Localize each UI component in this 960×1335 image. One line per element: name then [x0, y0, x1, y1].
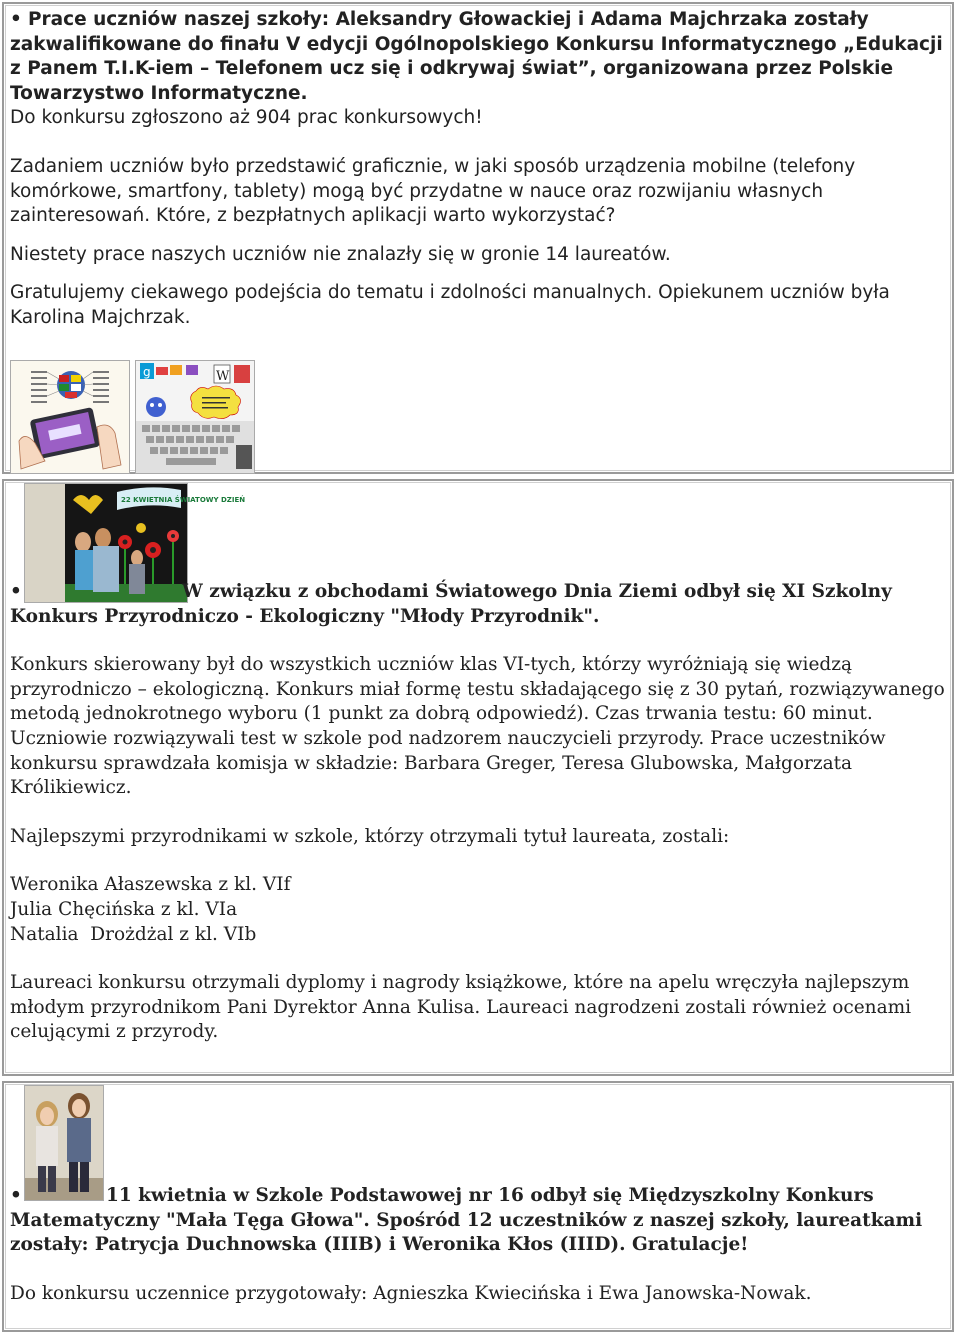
girls-photo-svg — [25, 1086, 103, 1200]
winner-item: Julia Chęcińska z kl. VIa — [10, 898, 238, 920]
tablet-drawing-svg — [11, 361, 129, 473]
svg-text:g: g — [143, 365, 151, 379]
winners-list — [10, 873, 946, 947]
headline-text: W związku z obchodami Światowego Dnia Ziemi odbył się XI Szkolny Konkurs Przyrodniczo - Ekologiczny "Młody Przyrodnik". — [10, 581, 892, 627]
teachers-paragraph: Do konkursu uczennice przygotowały: Agnieszka Kwiecińska i Ewa Janowska-Nowak. — [10, 1282, 812, 1304]
news-item-young-naturalist — [2, 479, 954, 1076]
keyboard-collage-svg — [136, 361, 254, 473]
result-paragraph: Niestety prace naszych uczniów nie znalazły się w gronie 14 laureatów. — [10, 243, 671, 265]
congrats-paragraph: Gratulujemy ciekawego podejścia do tematu i zdolności manualnych. Opiekunem uczniów była Karolina Majchrzak. — [10, 282, 890, 328]
task-paragraph: Zadaniem uczniów było przedstawić graficznie, w jaki sposób urządzenia mobilne (telefony komórkowe, smartfony, tablety) mogą być przydatne w nauce oraz rozwijaniu własnych zainteresowań. Które, z bezpłatnych aplikacji warto wykorzystać? — [10, 155, 856, 227]
banner-text: 22 KWIETNIA ŚWIATOWY DZIEŃ — [121, 496, 246, 504]
bullet: • — [10, 581, 22, 602]
winner-item: Weronika Ałaszewska z kl. VIf — [10, 874, 291, 896]
headline — [10, 580, 946, 629]
news-item-body — [10, 1184, 946, 1306]
closing-paragraph: Laureaci konkursu otrzymali dyplomy i nagrody książkowe, które na apelu wręczyła najlepszym młodym przyrodnikom Pani Dyrektor Anna Kulisa. Laureaci nagrodzeni zostali również ocenami celującymi z przyrody. — [10, 972, 912, 1043]
description-paragraph: Konkurs skierowany był do wszystkich uczniów klas VI-tych, którzy wyróżniają się wiedzą przyrodniczo – ekologiczną. Konkurs miał formę testu składającego się z 30 pytań, rozwiązywanego metodą jednokrotnego wyboru (1 punkt za dobrą odpowiedź). Czas trwania testu: 60 minut. Uczniowie rozwiązywali test w szkole pod nadzorem nauczycieli przyrody. Prace uczestników konkursu sprawdzała komisja w składzie: Barbara Greger, Teresa Glubowska, Małgorzata Królikiewicz. — [10, 654, 945, 799]
bullet: • — [10, 9, 22, 30]
news-item-math-contest — [2, 1081, 954, 1332]
submission-count: Do konkursu zgłoszono aż 904 prac konkursowych! — [10, 107, 483, 129]
news-item-body — [10, 580, 946, 1045]
bullet: • — [10, 1185, 22, 1206]
winner-item: Natalia Drożdżal z kl. VIb — [10, 923, 257, 945]
headline — [10, 1184, 946, 1258]
headline-text: Prace uczniów naszej szkoły: Aleksandry Głowackiej i Adama Majchrzaka zostały zakwalifikowane do finału V edycji Ogólnopolskiego Konkursu Informatycznego „Edukacji z Panem T.I.K-iem – Telefonem ucz się i odkrywaj świat”, organizowana przez Polskie Towarzystwo Informatyczne. — [10, 9, 943, 104]
news-item-body — [10, 8, 946, 331]
headline — [10, 8, 946, 106]
keyboard-collage-image — [135, 360, 255, 474]
winners-intro: Najlepszymi przyrodnikami w szkole, którzy otrzymali tytuł laureata, zostali: — [10, 825, 730, 847]
headline-text: 11 kwietnia w Szkole Podstawowej nr 16 odbył się Międzyszkolny Konkurs Matematyczny "Mała Tęga Głowa". Spośród 12 uczestników z naszej szkoły, laureatkami zostały: Patrycja Duchnowska (IIIB) i Weronika Kłos (IIID). Gratulacje! — [10, 1185, 923, 1256]
tablet-drawing-image — [10, 360, 130, 474]
svg-text:W: W — [216, 369, 230, 384]
news-item-informatics-contest — [2, 2, 954, 474]
